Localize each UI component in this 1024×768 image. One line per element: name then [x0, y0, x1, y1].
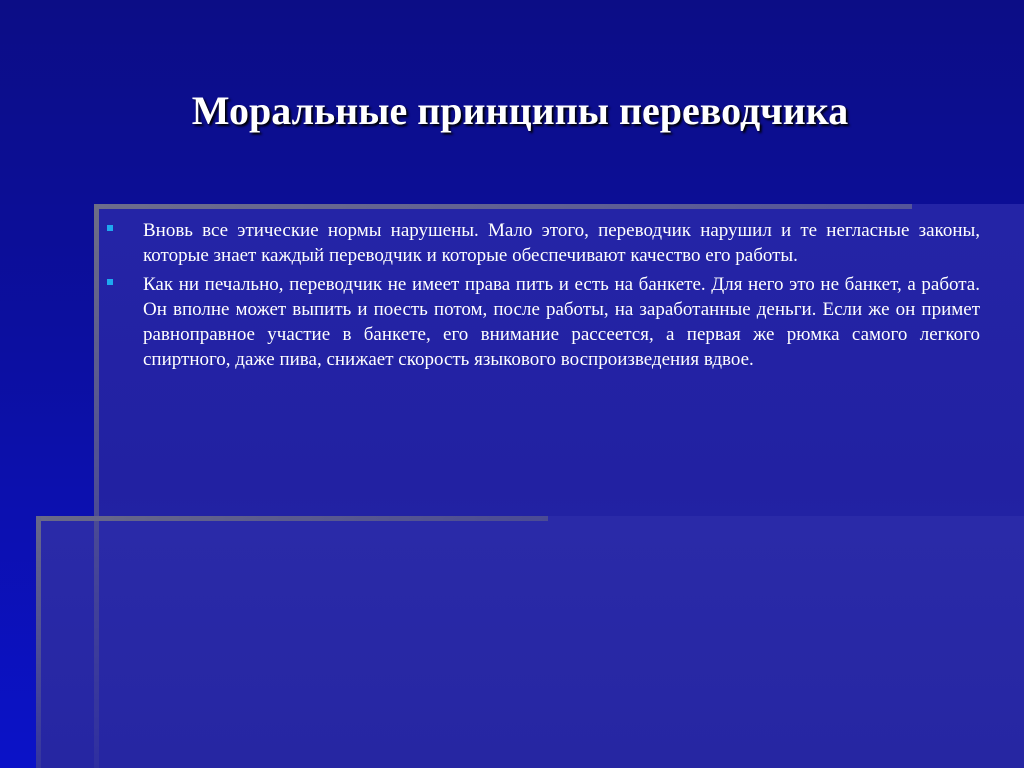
content-panel-top-border — [94, 204, 912, 209]
lower-panel-left-border — [36, 516, 41, 768]
bullet-text: Вновь все этические нормы нарушены. Мало этого, переводчик нарушил и те негласные законы, которые знает каждый переводчик и которые обеспечивают качество его работы. — [143, 220, 980, 266]
square-bullet-icon — [107, 279, 113, 285]
lower-panel-top-border — [36, 516, 548, 521]
slide-title: Моральные принципы переводчика — [191, 88, 849, 133]
content-panel-left-border — [94, 204, 99, 768]
bullet-list — [100, 218, 980, 376]
bullet-text: Как ни печально, переводчик не имеет права пить и есть на банкете. Для него это не банкет, а работа. Он вполне может выпить и поесть потом, после работы, на заработанные деньги. Если же он примет равноправное участие в банкете, его внимание рассеется, а первая же рюмка самого легкого спиртного, даже пива, снижает скорость языкового воспроизведения вдвое. — [143, 274, 980, 370]
bullet-item — [100, 218, 980, 268]
bullet-item — [100, 272, 980, 372]
square-bullet-icon — [107, 225, 113, 231]
lower-panel — [36, 516, 1024, 768]
